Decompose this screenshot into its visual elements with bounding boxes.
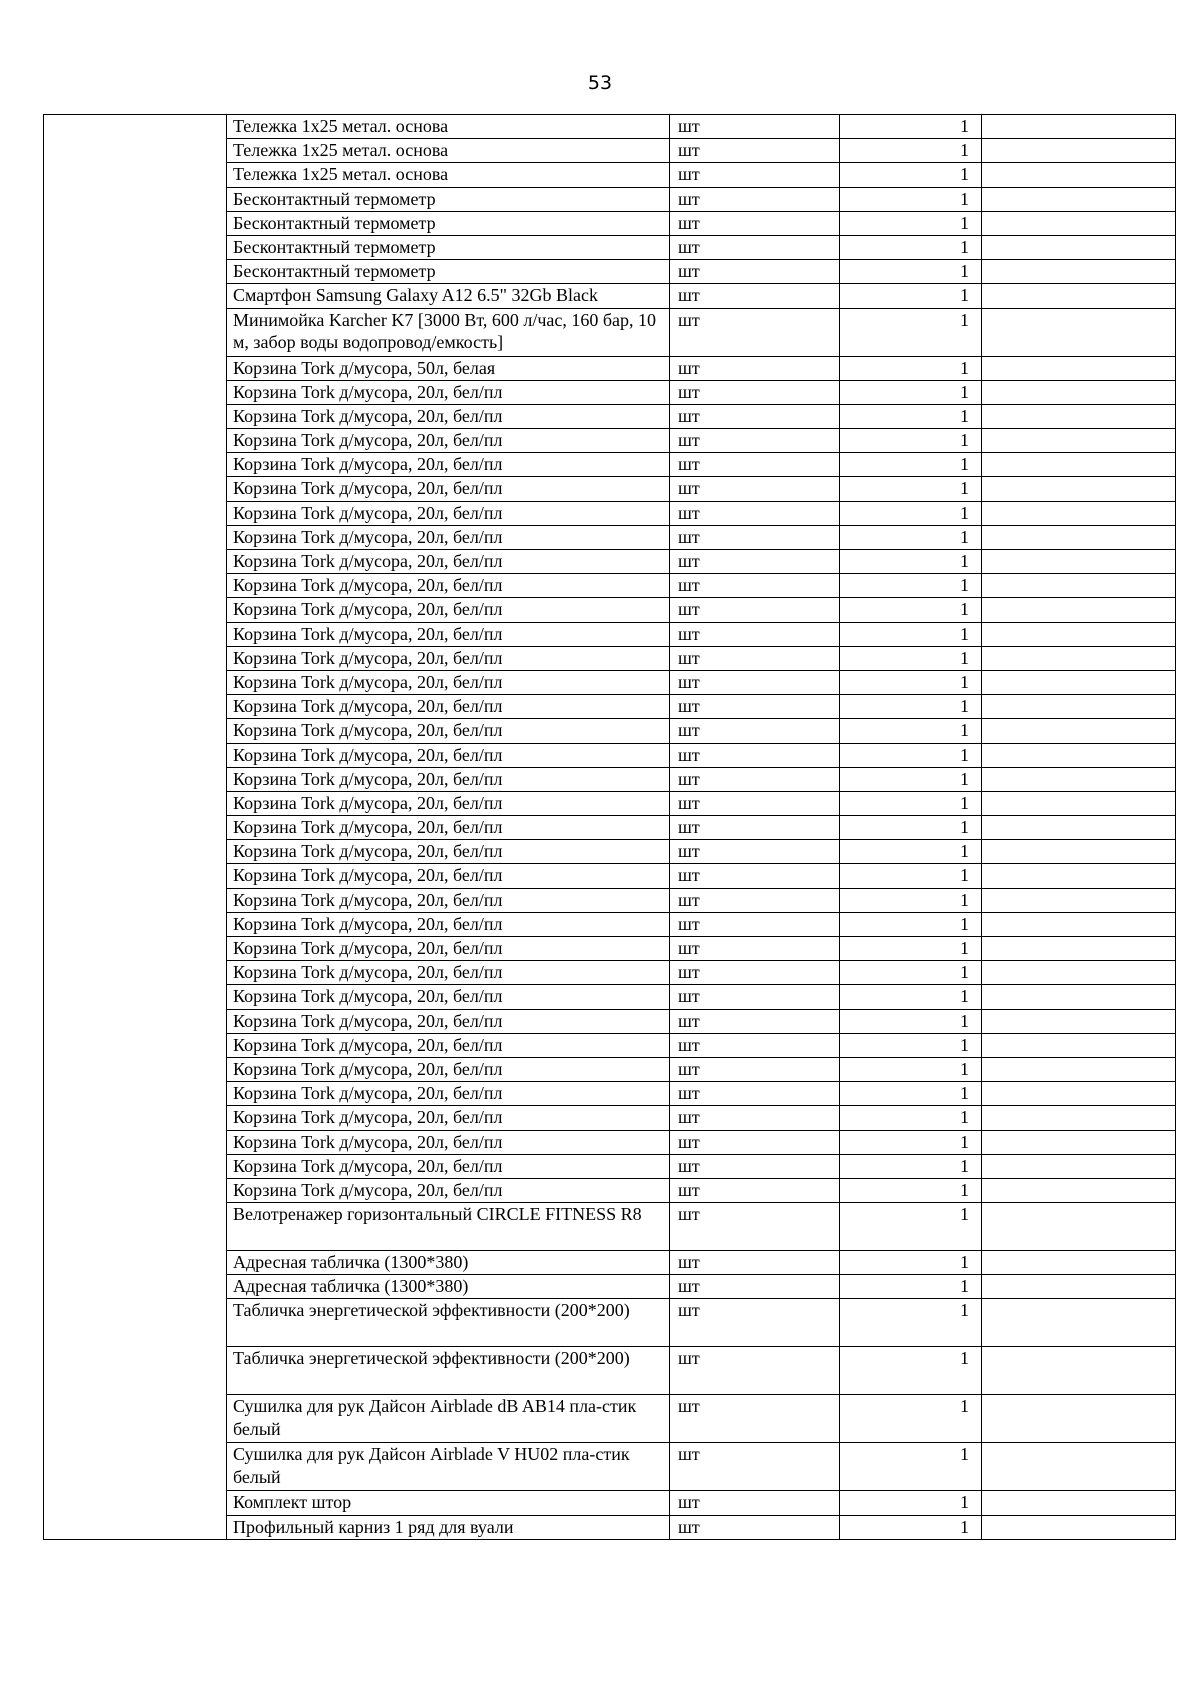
empty-cell <box>982 622 1176 646</box>
item-name-cell: Бесконтактный термометр <box>227 235 670 259</box>
item-name-cell: Корзина Tork д/мусора, 20л, бел/пл <box>227 598 670 622</box>
item-name-cell: Адресная табличка (1300*380) <box>227 1251 670 1275</box>
unit-cell: шт <box>670 816 840 840</box>
item-name-cell: Корзина Tork д/мусора, 20л, бел/пл <box>227 646 670 670</box>
unit-cell: шт <box>670 380 840 404</box>
empty-cell <box>982 743 1176 767</box>
unit-cell: шт <box>670 1154 840 1178</box>
quantity-cell: 1 <box>840 163 982 187</box>
item-name-cell: Корзина Tork д/мусора, 20л, бел/пл <box>227 961 670 985</box>
empty-cell <box>982 260 1176 284</box>
unit-cell: шт <box>670 646 840 670</box>
unit-cell: шт <box>670 1347 840 1395</box>
empty-cell <box>982 1491 1176 1515</box>
item-name-cell: Корзина Tork д/мусора, 20л, бел/пл <box>227 1057 670 1081</box>
item-name-cell: Корзина Tork д/мусора, 20л, бел/пл <box>227 1130 670 1154</box>
item-name-cell: Корзина Tork д/мусора, 20л, бел/пл <box>227 719 670 743</box>
unit-cell: шт <box>670 211 840 235</box>
unit-cell: шт <box>670 1299 840 1347</box>
empty-cell <box>982 888 1176 912</box>
empty-cell <box>982 453 1176 477</box>
table-row <box>44 115 1176 139</box>
item-name-cell: Корзина Tork д/мусора, 20л, бел/пл <box>227 864 670 888</box>
item-name-cell: Корзина Tork д/мусора, 20л, бел/пл <box>227 743 670 767</box>
unit-cell: шт <box>670 1009 840 1033</box>
quantity-cell: 1 <box>840 139 982 163</box>
empty-cell <box>982 791 1176 815</box>
unit-cell: шт <box>670 888 840 912</box>
quantity-cell: 1 <box>840 1009 982 1033</box>
quantity-cell: 1 <box>840 477 982 501</box>
item-name-cell: Бесконтактный термометр <box>227 260 670 284</box>
unit-cell: шт <box>670 743 840 767</box>
empty-cell <box>982 380 1176 404</box>
item-name-cell: Корзина Tork д/мусора, 20л, бел/пл <box>227 912 670 936</box>
item-name-cell: Профильный карниз 1 ряд для вуали <box>227 1515 670 1539</box>
empty-cell <box>982 864 1176 888</box>
empty-cell <box>982 961 1176 985</box>
unit-cell: шт <box>670 163 840 187</box>
item-name-cell: Тележка 1х25 метал. основа <box>227 139 670 163</box>
unit-cell: шт <box>670 429 840 453</box>
unit-cell: шт <box>670 1203 840 1251</box>
item-name-cell: Велотренажер горизонтальный CIRCLE FITNESS R8 <box>227 1203 670 1251</box>
item-name-cell: Сушилка для рук Дайсон Airblade V HU02 пла-стик белый <box>227 1443 670 1491</box>
quantity-cell: 1 <box>840 1443 982 1491</box>
unit-cell: шт <box>670 1275 840 1299</box>
quantity-cell: 1 <box>840 695 982 719</box>
unit-cell: шт <box>670 187 840 211</box>
item-name-cell: Корзина Tork д/мусора, 20л, бел/пл <box>227 888 670 912</box>
unit-cell: шт <box>670 1106 840 1130</box>
empty-cell <box>982 1347 1176 1395</box>
item-name-cell: Корзина Tork д/мусора, 20л, бел/пл <box>227 525 670 549</box>
quantity-cell: 1 <box>840 816 982 840</box>
empty-cell <box>982 816 1176 840</box>
empty-cell <box>982 1299 1176 1347</box>
unit-cell: шт <box>670 1082 840 1106</box>
quantity-cell: 1 <box>840 1299 982 1347</box>
empty-cell <box>982 1443 1176 1491</box>
quantity-cell: 1 <box>840 719 982 743</box>
empty-cell <box>982 1082 1176 1106</box>
empty-cell <box>982 912 1176 936</box>
quantity-cell: 1 <box>840 888 982 912</box>
empty-cell <box>982 1178 1176 1202</box>
quantity-cell: 1 <box>840 1082 982 1106</box>
quantity-cell: 1 <box>840 1395 982 1443</box>
quantity-cell: 1 <box>840 1154 982 1178</box>
unit-cell: шт <box>670 1515 840 1539</box>
item-name-cell: Корзина Tork д/мусора, 20л, бел/пл <box>227 840 670 864</box>
empty-cell <box>982 598 1176 622</box>
item-name-cell: Смартфон Samsung Galaxy A12 6.5" 32Gb Black <box>227 284 670 308</box>
item-name-cell: Корзина Tork д/мусора, 20л, бел/пл <box>227 695 670 719</box>
unit-cell: шт <box>670 622 840 646</box>
unit-cell: шт <box>670 501 840 525</box>
quantity-cell: 1 <box>840 356 982 380</box>
unit-cell: шт <box>670 791 840 815</box>
unit-cell: шт <box>670 284 840 308</box>
unit-cell: шт <box>670 670 840 694</box>
unit-cell: шт <box>670 260 840 284</box>
item-name-cell: Корзина Tork д/мусора, 20л, бел/пл <box>227 791 670 815</box>
quantity-cell: 1 <box>840 1130 982 1154</box>
empty-cell <box>982 1009 1176 1033</box>
unit-cell: шт <box>670 308 840 356</box>
empty-cell <box>982 1515 1176 1539</box>
quantity-cell: 1 <box>840 864 982 888</box>
unit-cell: шт <box>670 453 840 477</box>
item-name-cell: Корзина Tork д/мусора, 50л, белая <box>227 356 670 380</box>
quantity-cell: 1 <box>840 646 982 670</box>
quantity-cell: 1 <box>840 284 982 308</box>
empty-cell <box>982 1251 1176 1275</box>
empty-cell <box>982 1033 1176 1057</box>
item-name-cell: Минимойка Karcher K7 [3000 Вт, 600 л/час, 160 бар, 10 м, забор воды водопровод/емкость] <box>227 308 670 356</box>
item-name-cell: Корзина Tork д/мусора, 20л, бел/пл <box>227 1178 670 1202</box>
unit-cell: шт <box>670 550 840 574</box>
unit-cell: шт <box>670 719 840 743</box>
quantity-cell: 1 <box>840 453 982 477</box>
empty-cell <box>982 501 1176 525</box>
empty-cell <box>982 139 1176 163</box>
item-name-cell: Корзина Tork д/мусора, 20л, бел/пл <box>227 670 670 694</box>
quantity-cell: 1 <box>840 1033 982 1057</box>
empty-cell <box>982 525 1176 549</box>
quantity-cell: 1 <box>840 308 982 356</box>
unit-cell: шт <box>670 356 840 380</box>
unit-cell: шт <box>670 961 840 985</box>
empty-cell <box>982 767 1176 791</box>
item-name-cell: Корзина Tork д/мусора, 20л, бел/пл <box>227 404 670 428</box>
quantity-cell: 1 <box>840 1491 982 1515</box>
item-name-cell: Бесконтактный термометр <box>227 211 670 235</box>
empty-cell <box>982 115 1176 139</box>
empty-cell <box>982 670 1176 694</box>
unit-cell: шт <box>670 695 840 719</box>
quantity-cell: 1 <box>840 404 982 428</box>
item-name-cell: Корзина Tork д/мусора, 20л, бел/пл <box>227 816 670 840</box>
quantity-cell: 1 <box>840 211 982 235</box>
unit-cell: шт <box>670 912 840 936</box>
quantity-cell: 1 <box>840 598 982 622</box>
quantity-cell: 1 <box>840 1106 982 1130</box>
quantity-cell: 1 <box>840 767 982 791</box>
inventory-table-body <box>44 115 1176 1540</box>
quantity-cell: 1 <box>840 380 982 404</box>
empty-cell <box>982 937 1176 961</box>
empty-cell <box>982 1154 1176 1178</box>
unit-cell: шт <box>670 767 840 791</box>
item-name-cell: Табличка энергетической эффективности (200*200) <box>227 1347 670 1395</box>
item-name-cell: Корзина Tork д/мусора, 20л, бел/пл <box>227 1009 670 1033</box>
unit-cell: шт <box>670 1178 840 1202</box>
inventory-table <box>43 114 1176 1540</box>
item-name-cell: Табличка энергетической эффективности (200*200) <box>227 1299 670 1347</box>
quantity-cell: 1 <box>840 1347 982 1395</box>
merged-empty-cell <box>44 115 227 1540</box>
quantity-cell: 1 <box>840 1057 982 1081</box>
quantity-cell: 1 <box>840 550 982 574</box>
quantity-cell: 1 <box>840 670 982 694</box>
unit-cell: шт <box>670 1057 840 1081</box>
empty-cell <box>982 1106 1176 1130</box>
unit-cell: шт <box>670 985 840 1009</box>
quantity-cell: 1 <box>840 985 982 1009</box>
item-name-cell: Бесконтактный термометр <box>227 187 670 211</box>
quantity-cell: 1 <box>840 1203 982 1251</box>
item-name-cell: Корзина Tork д/мусора, 20л, бел/пл <box>227 1082 670 1106</box>
unit-cell: шт <box>670 139 840 163</box>
unit-cell: шт <box>670 1130 840 1154</box>
unit-cell: шт <box>670 1033 840 1057</box>
quantity-cell: 1 <box>840 743 982 767</box>
item-name-cell: Корзина Tork д/мусора, 20л, бел/пл <box>227 622 670 646</box>
empty-cell <box>982 308 1176 356</box>
quantity-cell: 1 <box>840 1251 982 1275</box>
empty-cell <box>982 574 1176 598</box>
page-number: 53 <box>587 72 613 94</box>
empty-cell <box>982 646 1176 670</box>
quantity-cell: 1 <box>840 501 982 525</box>
unit-cell: шт <box>670 115 840 139</box>
unit-cell: шт <box>670 840 840 864</box>
item-name-cell: Корзина Tork д/мусора, 20л, бел/пл <box>227 501 670 525</box>
empty-cell <box>982 550 1176 574</box>
empty-cell <box>982 477 1176 501</box>
unit-cell: шт <box>670 404 840 428</box>
empty-cell <box>982 187 1176 211</box>
quantity-cell: 1 <box>840 1178 982 1202</box>
empty-cell <box>982 1057 1176 1081</box>
item-name-cell: Корзина Tork д/мусора, 20л, бел/пл <box>227 453 670 477</box>
unit-cell: шт <box>670 598 840 622</box>
empty-cell <box>982 695 1176 719</box>
unit-cell: шт <box>670 235 840 259</box>
quantity-cell: 1 <box>840 961 982 985</box>
empty-cell <box>982 404 1176 428</box>
item-name-cell: Корзина Tork д/мусора, 20л, бел/пл <box>227 937 670 961</box>
item-name-cell: Сушилка для рук Дайсон Airblade dB AB14 пла-стик белый <box>227 1395 670 1443</box>
empty-cell <box>982 1395 1176 1443</box>
empty-cell <box>982 284 1176 308</box>
empty-cell <box>982 356 1176 380</box>
item-name-cell: Корзина Tork д/мусора, 20л, бел/пл <box>227 1154 670 1178</box>
unit-cell: шт <box>670 525 840 549</box>
item-name-cell: Комплект штор <box>227 1491 670 1515</box>
empty-cell <box>982 719 1176 743</box>
quantity-cell: 1 <box>840 912 982 936</box>
empty-cell <box>982 235 1176 259</box>
unit-cell: шт <box>670 1251 840 1275</box>
quantity-cell: 1 <box>840 525 982 549</box>
quantity-cell: 1 <box>840 429 982 453</box>
empty-cell <box>982 1275 1176 1299</box>
item-name-cell: Адресная табличка (1300*380) <box>227 1275 670 1299</box>
item-name-cell: Корзина Tork д/мусора, 20л, бел/пл <box>227 429 670 453</box>
item-name-cell: Тележка 1х25 метал. основа <box>227 115 670 139</box>
unit-cell: шт <box>670 1395 840 1443</box>
empty-cell <box>982 1130 1176 1154</box>
quantity-cell: 1 <box>840 840 982 864</box>
quantity-cell: 1 <box>840 260 982 284</box>
empty-cell <box>982 1203 1176 1251</box>
quantity-cell: 1 <box>840 1515 982 1539</box>
quantity-cell: 1 <box>840 235 982 259</box>
item-name-cell: Корзина Tork д/мусора, 20л, бел/пл <box>227 985 670 1009</box>
empty-cell <box>982 985 1176 1009</box>
unit-cell: шт <box>670 1491 840 1515</box>
empty-cell <box>982 211 1176 235</box>
item-name-cell: Корзина Tork д/мусора, 20л, бел/пл <box>227 380 670 404</box>
unit-cell: шт <box>670 937 840 961</box>
quantity-cell: 1 <box>840 1275 982 1299</box>
empty-cell <box>982 163 1176 187</box>
unit-cell: шт <box>670 864 840 888</box>
item-name-cell: Корзина Tork д/мусора, 20л, бел/пл <box>227 1106 670 1130</box>
unit-cell: шт <box>670 1443 840 1491</box>
quantity-cell: 1 <box>840 574 982 598</box>
quantity-cell: 1 <box>840 187 982 211</box>
unit-cell: шт <box>670 574 840 598</box>
empty-cell <box>982 429 1176 453</box>
unit-cell: шт <box>670 477 840 501</box>
quantity-cell: 1 <box>840 115 982 139</box>
quantity-cell: 1 <box>840 791 982 815</box>
item-name-cell: Корзина Tork д/мусора, 20л, бел/пл <box>227 767 670 791</box>
item-name-cell: Корзина Tork д/мусора, 20л, бел/пл <box>227 477 670 501</box>
item-name-cell: Тележка 1х25 метал. основа <box>227 163 670 187</box>
quantity-cell: 1 <box>840 937 982 961</box>
item-name-cell: Корзина Tork д/мусора, 20л, бел/пл <box>227 1033 670 1057</box>
item-name-cell: Корзина Tork д/мусора, 20л, бел/пл <box>227 574 670 598</box>
item-name-cell: Корзина Tork д/мусора, 20л, бел/пл <box>227 550 670 574</box>
empty-cell <box>982 840 1176 864</box>
quantity-cell: 1 <box>840 622 982 646</box>
